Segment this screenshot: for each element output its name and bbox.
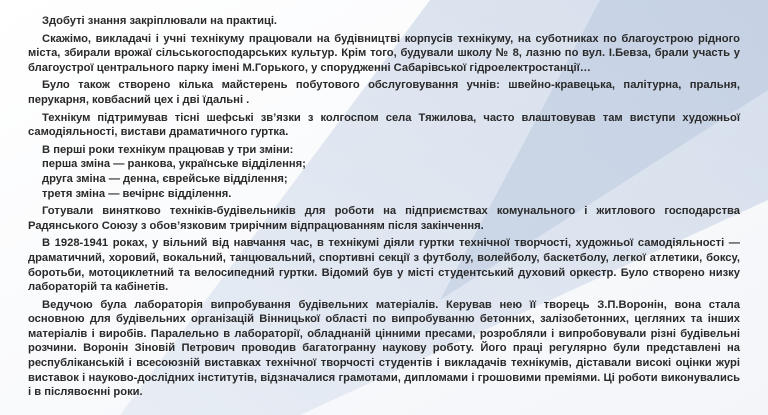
paragraph-clubs: В 1928-1941 роках, у вільний від навчання час, в технікумі діяли гуртки технічної творчості, художньої самодіяльності — драматичний, хоровий, вокальний, танцювальний, спортивні секції з футболу, волейболу, баскетболу, легкої атлетики, боксу, боротьби, мотоциклетний та велосипедний гуртки. Відомий був у місті студентський духовий оркестр. Було створено низку лабораторій та кабінетів. <box>28 237 740 294</box>
paragraph-patronage: Технікум підтримував тісні шефські зв’язки з колгоспом села Тяжилова, часто влаштовував там виступи художньої самодіяльності, вистави драматичного гуртка. <box>28 111 740 139</box>
shift-item-third: третя зміна — вечірнє відділення. <box>42 187 232 200</box>
shifts-list <box>28 157 740 201</box>
paragraph-training: Готували винятково техніків-будівельників для роботи на підприємствах комунального і житлового господарства Радянського Союзу з обов’язковим трирічним відпрацюванням після закінчення. <box>28 205 740 232</box>
paragraph-workshops: Було також створено кілька майстерень побутового обслуговування учнів: швейно-кравецька, палітурна, пральня, перукарня, ковбасний цех і дві їдальні . <box>28 79 740 106</box>
shift-item-second: друга зміна — денна, єврейське відділення; <box>42 172 288 185</box>
shift-item-first: перша зміна — ранкова, українське відділення; <box>42 158 306 171</box>
paragraph-shifts-intro: В перші роки технікум працював у три зміни: <box>42 143 294 156</box>
paragraph-construction: Скажімо, викладачі і учні технікуму працювали на будівництві корпусів технікуму, на суботниках по благоустрою рідного міста, збирали врожаї сільськогосподарських культур. Крім того, будували школу № 8, лазню по вул. І.Бевза, брали участь у благоустрої центрального парку імені М.Горького, у спорудженні Сабарівської гідроелектростанції… <box>28 32 740 74</box>
document-text <box>28 14 740 403</box>
paragraph-laboratory: Ведучою була лабораторія випробування будівельних матеріалів. Керував нею її творець З.П.Воронін, вона стала основною для будівельних організацій Вінницької області по випробуванню бетонних, залізобетонних, цегляних та інших матеріалів і виробів. Паралельно в лабораторії, обладнаній цінними пресами, розробляли і випробовували різні будівельні розчини. Воронін Зіновій Петрович проводив багатогранну наукову роботу. Його праці регулярно були представлені на республіканській і всесоюзній виставках технічної творчості студентів і викладачів технікумів, діставали високі оцінки журі виставок і науково-дослідних інститутів, відзначалися грамотами, дипломами і грошовими преміями. Ці роботи виконувались і в післявоєнні роки. <box>28 298 740 399</box>
paragraph-intro: Здобуті знання закріплювали на практиці. <box>42 15 278 27</box>
